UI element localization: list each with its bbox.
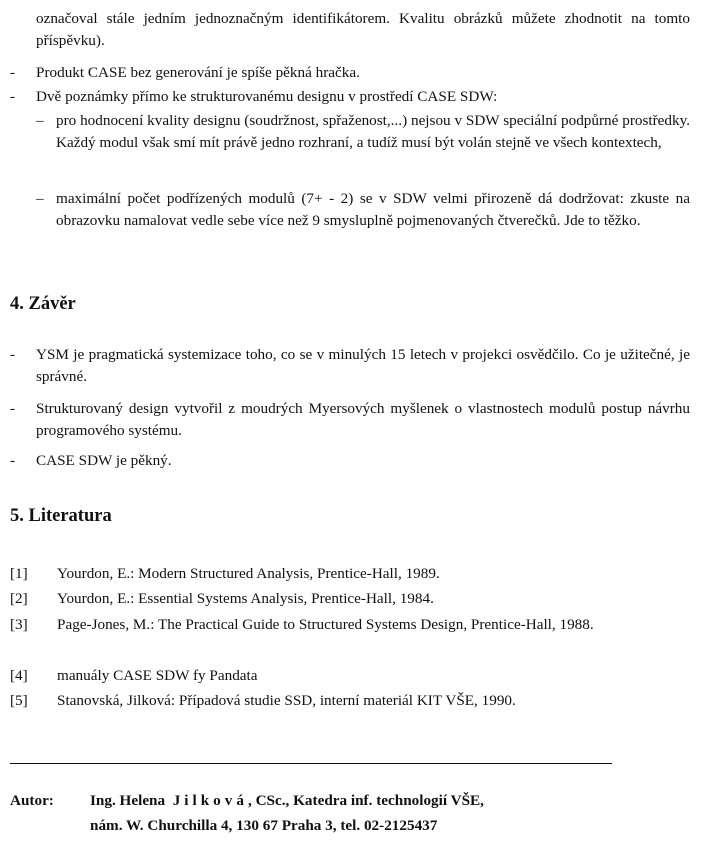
reference-number: [2] (10, 590, 28, 607)
author-surname: Jilková (172, 792, 248, 809)
bullet-item (10, 62, 690, 84)
reference-item (10, 588, 690, 610)
bullet-dash: - (10, 452, 16, 469)
bullet-text: Strukturovaný design vytvořil z moudrých Myersových myšlenek o vlastnostech modulů postup návrhu programového systému. (36, 400, 690, 439)
bullet-dash: - (10, 88, 16, 105)
author-details (90, 790, 700, 837)
section-heading-conclusion: 4. Závěr (10, 294, 76, 314)
section-heading-references: 5. Literatura (10, 506, 112, 526)
sub-bullet-item (36, 188, 690, 232)
bullet-dash: - (10, 400, 16, 417)
sub-bullet-dash: – (36, 190, 44, 207)
sub-bullet-text: maximální počet podřízených modulů (7+ - 2) se v SDW velmi přirozeně dá dodržovat: zkuste na obrazovku namalovat vedle sebe více než 9 smysluplně pojmenovaných čtverečků. Jde to těžko. (56, 190, 690, 229)
bullet-text: CASE SDW je pěkný. (36, 452, 172, 469)
bullet-text: Dvě poznámky přímo ke strukturovanému designu v prostředí CASE SDW: (36, 88, 498, 105)
reference-text: Yourdon, E.: Essential Systems Analysis, Prentice-Hall, 1984. (57, 590, 434, 607)
author-address: nám. W. Churchilla 4, 130 67 Praha 3, tel. 02-2125437 (90, 817, 438, 834)
reference-number: [4] (10, 667, 28, 684)
reference-text: manuály CASE SDW fy Pandata (57, 667, 258, 684)
author-block (10, 790, 700, 837)
bullet-item (10, 86, 690, 108)
bullet-text: YSM je pragmatická systemizace toho, co se v minulých 15 letech v projekci osvědčilo. Co je užitečné, je správné. (36, 346, 690, 385)
reference-number: [3] (10, 616, 28, 633)
sub-bullet-item (36, 110, 690, 154)
reference-number: [5] (10, 692, 28, 709)
sub-bullet-dash: – (36, 112, 44, 129)
bullet-item (10, 398, 690, 442)
bullet-item (10, 450, 690, 472)
author-prefix: Ing. Helena (90, 792, 166, 809)
bullet-dash: - (10, 346, 16, 363)
author-affiliation: , CSc., Katedra inf. technologií VŠE, (247, 792, 484, 809)
reference-text: Yourdon, E.: Modern Structured Analysis, Prentice-Hall, 1989. (57, 565, 440, 582)
sub-bullet-text: pro hodnocení kvality designu (soudržnost, spřaženost,...) nejsou v SDW speciální podpůrné prostředky. Každý modul však smí mít právě jedno rozhraní, a tudíž musí být volán stejně ve všech kontextech, (56, 112, 690, 151)
author-label: Autor: (10, 792, 54, 809)
reference-item (10, 665, 690, 687)
reference-text: Page-Jones, M.: The Practical Guide to Structured Systems Design, Prentice-Hall, 1988. (57, 616, 594, 633)
reference-number: [1] (10, 565, 28, 582)
reference-item (10, 563, 690, 585)
reference-item (10, 690, 690, 712)
bullet-text: Produkt CASE bez generování je spíše pěkná hračka. (36, 64, 360, 81)
bullet-item (10, 344, 690, 388)
bullet-dash: - (10, 64, 16, 81)
reference-text: Stanovská, Jilková: Případová studie SSD, interní materiál KIT VŠE, 1990. (57, 692, 516, 709)
footer-divider (10, 763, 612, 764)
author-line-1 (90, 790, 700, 812)
reference-item (10, 614, 690, 636)
intro-continuation: označoval stále jedním jednoznačným identifikátorem. Kvalitu obrázků můžete zhodnotit na tomto příspěvku). (36, 10, 690, 49)
